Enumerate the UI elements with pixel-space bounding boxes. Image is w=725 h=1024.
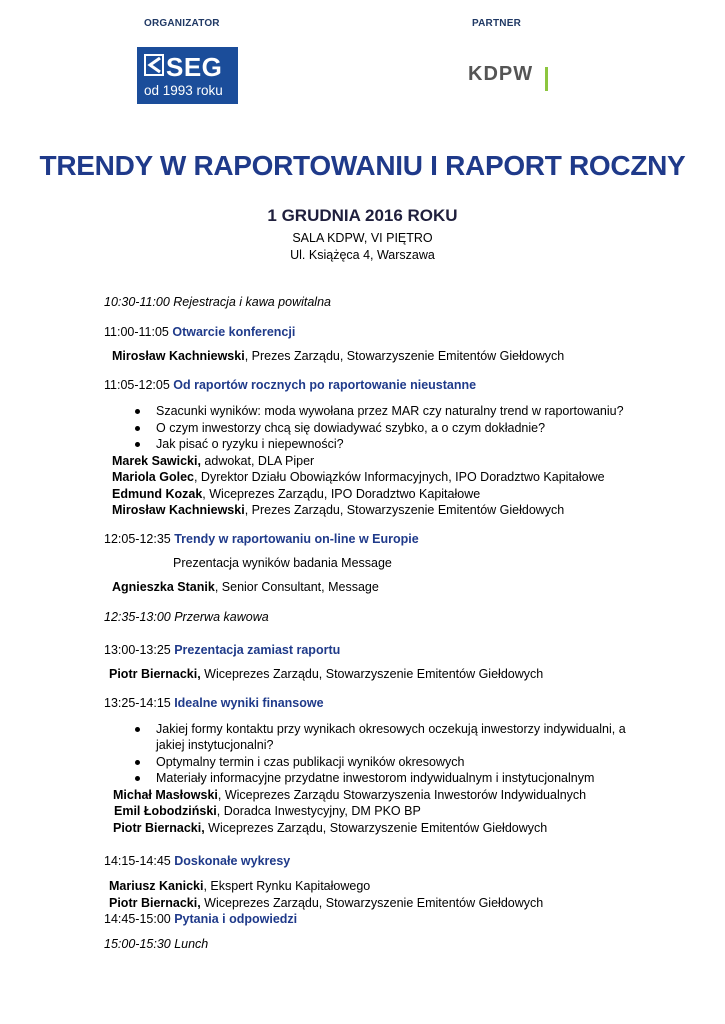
agenda-registration: 10:30-11:00 Rejestracja i kawa powitalna xyxy=(104,295,331,309)
speaker-name: Marek Sawicki, xyxy=(112,454,201,468)
list-item: Szacunki wyników: moda wywołana przez MAR czy naturalny trend w raportowaniu? xyxy=(156,404,624,418)
speaker-line xyxy=(112,503,564,517)
speaker-line xyxy=(109,879,370,893)
speaker-role: , Wiceprezes Zarządu, IPO Doradztwo Kapitałowe xyxy=(202,487,481,501)
bullet-icon xyxy=(135,727,140,732)
speaker-role: , Senior Consultant, Message xyxy=(214,580,379,594)
list-item: Jak pisać o ryzyku i niepewności? xyxy=(156,437,344,451)
session-7-header xyxy=(104,912,297,926)
bullet-icon xyxy=(135,760,140,765)
bullet-icon xyxy=(135,442,140,447)
list-item: Optymalny termin i czas publikacji wyników okresowych xyxy=(156,755,464,769)
seg-mark-icon xyxy=(143,53,165,77)
session-title: Od raportów rocznych po raportowanie nieustanne xyxy=(173,378,477,392)
session-5-header xyxy=(104,696,324,710)
bullet-icon xyxy=(135,426,140,431)
speaker-name: Mariusz Kanicki xyxy=(109,879,204,893)
speaker-line xyxy=(112,470,605,484)
speaker-line xyxy=(109,667,543,681)
speaker-line xyxy=(112,580,379,594)
session-title: Otwarcie konferencji xyxy=(172,325,296,339)
speaker-line xyxy=(114,804,421,818)
session-time: 14:15-14:45 xyxy=(104,854,175,868)
speaker-role: Wiceprezes Zarządu, Stowarzyszenie Emitentów Giełdowych xyxy=(200,896,544,910)
speaker-line xyxy=(112,487,480,501)
session-time: 11:05-12:05 xyxy=(104,378,174,392)
speaker-name: Michał Masłowski xyxy=(113,788,218,802)
speaker-name: Agnieszka Stanik xyxy=(112,580,215,594)
speaker-name: Mariola Golec xyxy=(112,470,194,484)
session-time: 12:05-12:35 xyxy=(104,532,175,546)
speaker-line xyxy=(112,349,564,363)
event-title: TRENDY W RAPORTOWANIU I RAPORT ROCZNY xyxy=(39,150,686,181)
session-note: Prezentacja wyników badania Message xyxy=(173,556,392,570)
speaker-name: Emil Łobodziński xyxy=(114,804,217,818)
session-title: Pytania i odpowiedzi xyxy=(174,912,298,926)
venue-line-1: SALA KDPW, VI PIĘTRO xyxy=(292,231,433,245)
seg-logo xyxy=(137,47,238,104)
speaker-role: , Prezes Zarządu, Stowarzyszenie Emitentów Giełdowych xyxy=(244,503,565,517)
session-1-header xyxy=(104,325,295,339)
session-3-header xyxy=(104,532,419,546)
session-6-header xyxy=(104,854,290,868)
speaker-role: adwokat, DLA Piper xyxy=(200,454,315,468)
speaker-line xyxy=(112,454,314,468)
speaker-name: Piotr Biernacki, xyxy=(109,667,201,681)
list-item: O czym inwestorzy chcą się dowiadywać szybko, a o czym dokładnie? xyxy=(156,421,545,435)
session-time: 14:45-15:00 xyxy=(104,912,175,926)
partner-label: PARTNER xyxy=(472,18,521,29)
session-title: Idealne wyniki finansowe xyxy=(174,696,324,710)
speaker-line xyxy=(113,821,547,835)
speaker-line xyxy=(113,788,586,802)
session-2-header xyxy=(104,378,476,392)
speaker-role: , Doradca Inwestycyjny, DM PKO BP xyxy=(216,804,421,818)
session-time: 11:00-11:05 xyxy=(104,325,173,339)
venue-line-2: Ul. Książęca 4, Warszawa xyxy=(290,248,435,262)
speaker-name: Edmund Kozak xyxy=(112,487,203,501)
event-date: 1 GRUDNIA 2016 ROKU xyxy=(267,206,458,225)
speaker-role: , Wiceprezes Zarządu Stowarzyszenia Inwestorów Indywidualnych xyxy=(217,788,587,802)
session-time: 13:00-13:25 xyxy=(104,643,175,657)
speaker-role: Wiceprezes Zarządu, Stowarzyszenie Emitentów Giełdowych xyxy=(200,667,544,681)
seg-logo-word: SEG xyxy=(166,52,223,82)
speaker-role: , Dyrektor Działu Obowiązków Informacyjnych, IPO Doradztwo Kapitałowe xyxy=(193,470,605,484)
agenda-lunch: 15:00-15:30 Lunch xyxy=(104,937,209,951)
kdpw-bar-icon xyxy=(545,67,548,91)
list-item-continuation: jakiej instytucjonalni? xyxy=(156,738,274,752)
speaker-line xyxy=(109,896,543,910)
kdpw-logo-word: KDPW xyxy=(468,63,534,85)
speaker-role: , Ekspert Rynku Kapitałowego xyxy=(203,879,371,893)
speaker-name: Piotr Biernacki, xyxy=(113,821,205,835)
list-item: Materiały informacyjne przydatne inwestorom indywidualnym i instytucjonalnym xyxy=(156,771,594,785)
session-title: Doskonałe wykresy xyxy=(174,854,291,868)
speaker-name: Piotr Biernacki, xyxy=(109,896,201,910)
organizer-label: ORGANIZATOR xyxy=(144,18,220,29)
session-title: Trendy w raportowaniu on-line w Europie xyxy=(174,532,419,546)
seg-logo-sub: od 1993 roku xyxy=(144,83,223,98)
bullet-icon xyxy=(135,776,140,781)
speaker-name: Mirosław Kachniewski xyxy=(112,503,245,517)
bullet-icon xyxy=(135,409,140,414)
session-time: 13:25-14:15 xyxy=(104,696,175,710)
speaker-name: Mirosław Kachniewski xyxy=(112,349,245,363)
list-item: Jakiej formy kontaktu przy wynikach okresowych oczekują inwestorzy indywidualni, a xyxy=(156,722,626,736)
speaker-role: Wiceprezes Zarządu, Stowarzyszenie Emitentów Giełdowych xyxy=(204,821,548,835)
speaker-role: , Prezes Zarządu, Stowarzyszenie Emitentów Giełdowych xyxy=(244,349,565,363)
session-4-header xyxy=(104,643,340,657)
session-title: Prezentacja zamiast raportu xyxy=(174,643,341,657)
agenda-break: 12:35-13:00 Przerwa kawowa xyxy=(104,610,269,624)
kdpw-logo xyxy=(468,63,533,89)
